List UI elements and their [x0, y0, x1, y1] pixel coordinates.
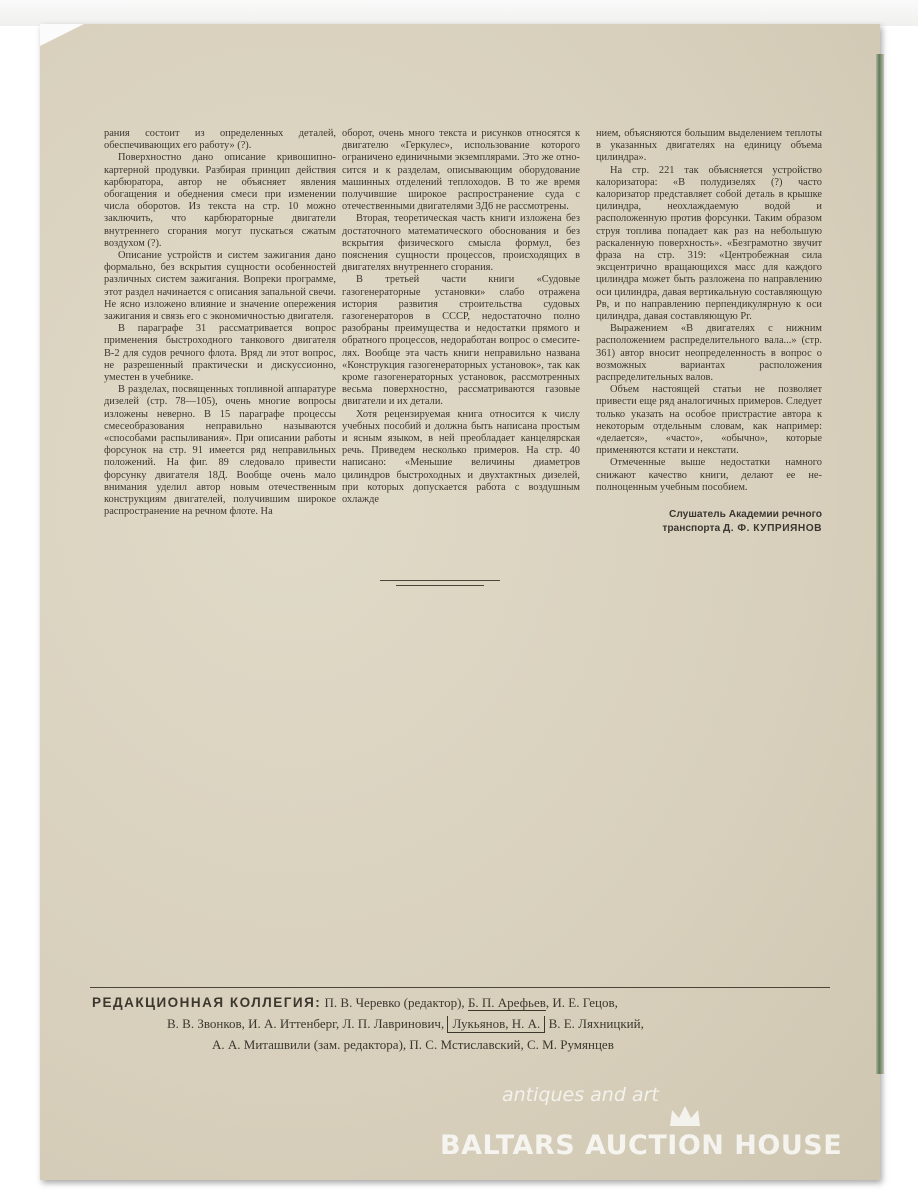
text-column-3 — [596, 128, 822, 536]
end-rule — [380, 580, 500, 581]
text-column-2 — [342, 128, 580, 506]
paragraph: рания состоит из определенных деталей, обеспечивающих его работу» (?). — [104, 128, 336, 152]
paragraph: В разделах, посвященных топливной аппаратуре дизелей (стр. 78—105), очень многие вопросы изложены неверно. В 15 параграфе процессы смесеобразования неправильно называются «способами распыливания». При описании работы форсунок на стр. 91 имеется ряд неправильных положений. На фиг. 89 следовало привести форсунку двигателя 18Д. Вообще очень мало внимания уделил автор новым отечественным конструкциям двигателей, получившим широкое распространение на речном флоте. На — [104, 384, 336, 518]
editorial-board — [92, 992, 832, 1055]
paragraph: На стр. 221 так объясняется устройство калоризатора: «В полудизелях (?) часто калоризатор представляет собой деталь в крышке цилиндра, неохлаждаемую водой и расположенную против форсунки. Таким образом струя топлива попадает как раз на небольшую раскаленную поверхность». «Безграмотно звучит фраза на стр. 319: «Центробежная сила эксцентрично вращающихся масс для каждого цилиндра может быть разложена по направлению оси цилиндра, давая вертикальную составляющую Pв, и по направлению перпендикулярную к оси цилиндра, давая составляющую Pг. — [596, 164, 822, 323]
board-members: , И. Е. Гецов, — [545, 995, 618, 1010]
paragraph: Хотя рецензируемая книга относится к числу учебных пособий и должна быть написана простым и ясным языком, в ней преобладает канцелярская речь. Приведем несколько примеров. На стр. 40 написано: «Меньшие величины диаметров цилиндров быстроходных и двухтактных дизелей, при которых допускается работа с воздушным охлажде — [342, 408, 580, 506]
editorial-board-line-2 — [92, 1013, 832, 1034]
paragraph: Выражением «В двигателях с нижним расположением распределительного вала...» (стр. 361) автор вносит неопределенность в вопрос о возможных вариантах расположения распределительных валов. — [596, 323, 822, 384]
board-members: В. Е. Ляхницкий, — [545, 1016, 644, 1031]
watermark-brand: BALTARS AUCTION HOUSE — [440, 1130, 843, 1161]
crown-icon — [668, 1104, 702, 1128]
editorial-board-line-3: А. А. Миташвили (зам. редактора), П. С. Мстиславский, С. М. Румянцев — [212, 1037, 614, 1052]
paragraph: В параграфе 31 рассматривается вопрос применения быстроходного танкового двигателя В-2 для судов речного флота. Вряд ли этот вопрос, не разрешенный практически и дискуссионно, уместен в учебнике. — [104, 323, 336, 384]
watermark-subtitle: antiques and art — [502, 1084, 659, 1106]
board-members: В. В. Звонков, И. А. Иттенберг, Л. П. Лавринович, — [167, 1016, 448, 1031]
paragraph: В третьей части книги «Судовые газогенераторные установки» слабо отражена история развития строительства судовых газогенераторов в СССР, недостаточно полно разобраны преимущества и недостатки прямого и обратного процессов, недоработан вопрос о смесителях. Вообще эта часть книги неправильно названа «Конструкция газогенераторных установок», так как кроме газогенераторных установок, рассмотренных весьма поверхностно, рассматриваются газовые двигатели и их детали. — [342, 274, 580, 408]
author-name: Д. Ф. КУПРИЯНОВ — [723, 523, 822, 535]
end-rule-short — [396, 585, 484, 586]
paragraph: Отмеченные выше недостатки намного снижают качество книги, делают ее неполноценным учебным пособием. — [596, 457, 822, 493]
paragraph: Описание устройств и систем зажигания дано формально, без вскрытия сущности особенностей различных систем зажигания. Вопреки программе, этот раздел начинается с описания запальной свечи. Не ясно изложено влияние и значение опережения зажигания и связь его с экономичностью двигателя. — [104, 250, 336, 323]
author-affiliation: Слушатель Академии речного — [668, 509, 822, 521]
paragraph: нием, объясняются большим выделением теплоты в указанных двигателях на единицу объема цилиндра». — [596, 128, 822, 164]
author-affiliation-cont: транспорта — [662, 523, 721, 535]
magazine-back-page — [40, 24, 880, 1180]
board-members: П. В. Черевко (редактор), — [321, 995, 468, 1010]
editorial-board-title: РЕДАКЦИОННАЯ КОЛЛЕГИЯ: — [92, 995, 322, 1010]
author-signature — [596, 508, 822, 536]
paragraph: Поверхностно дано описание кривошипно-картерной продувки. Разбирая принцип действия карбюратора, автор не объясняет явления обогащения и обеднения смеси при изменении числа оборотов. Из текста на стр. 10 можно заключить, что карбюраторные двигатели внутреннего сгорания могут пускаться сжатым воздухом (?). — [104, 152, 336, 249]
paragraph: Вторая, теоретическая часть книги изложена без достаточного математического обоснования и без вскрытия физического смысла формул, без пояснения сущности процессов, происходящих в двигателях внутреннего сгорания. — [342, 213, 580, 274]
editorial-board-line-1 — [92, 992, 832, 1013]
page-spine-edge — [876, 54, 884, 1074]
torn-corner — [40, 24, 84, 46]
background-strip — [0, 0, 918, 26]
text-column-1 — [104, 128, 336, 519]
paragraph: Объем настоящей статьи не позволяет привести еще ряд аналогичных примеров. Следует только указать на особое пристрастие автора к некоторым отдельным словам, как например: «делается», «часто», «обычно», которые применяются кстати и некстати. — [596, 384, 822, 457]
footer-rule — [90, 987, 830, 988]
paragraph: оборот, очень много текста и рисунков относятся к двигателю «Геркулес», использование которого ограничено единичными экземплярами. Это же относится и к разделам, описывающим оборудование машинных отделений теплоходов. В то же время получившие широкое распространение суда с отечественными двигателями 3Д6 не рассмотрены. — [342, 128, 580, 213]
board-member-boxed: Лукьянов, Н. А. — [447, 1016, 545, 1033]
board-member-underlined: Б. П. Арефьев — [467, 995, 546, 1010]
